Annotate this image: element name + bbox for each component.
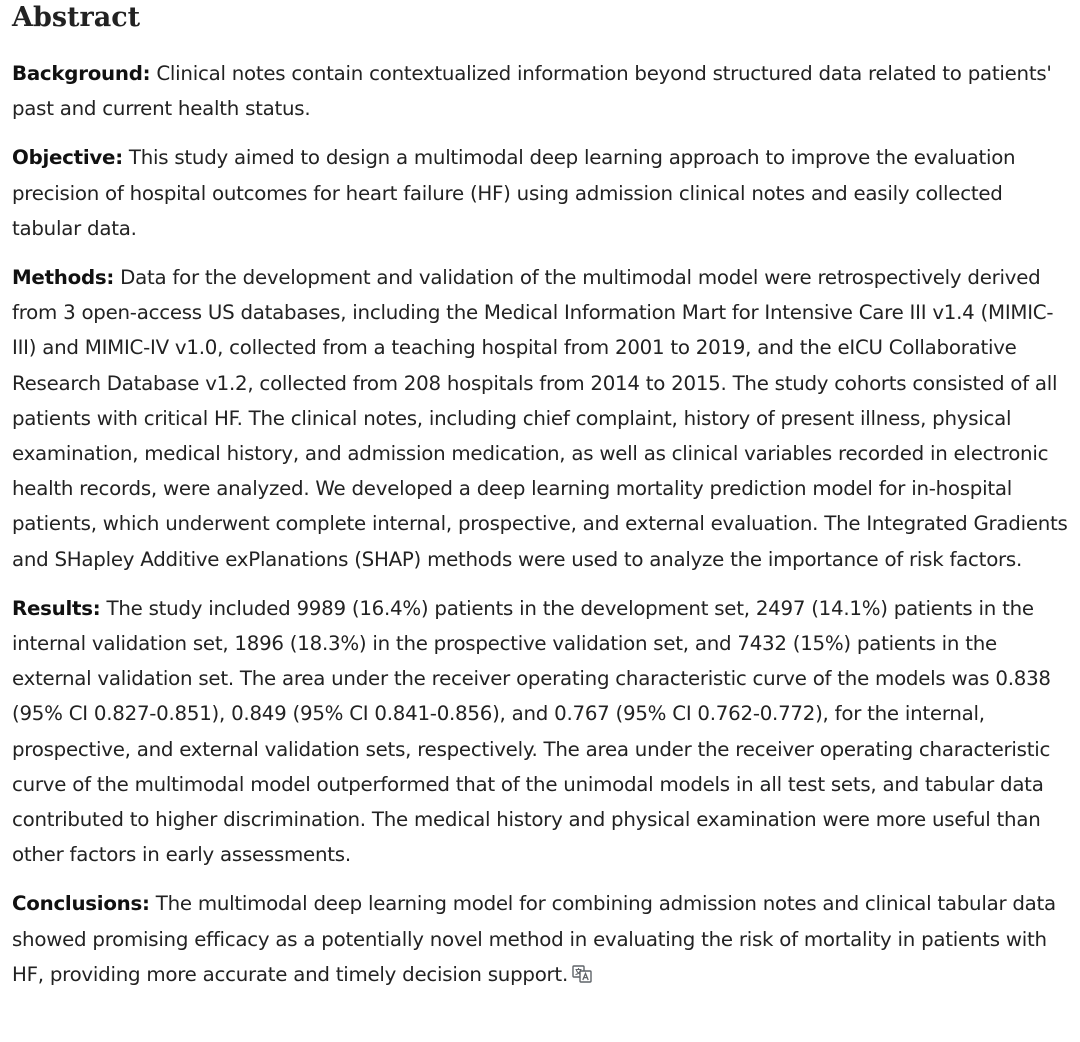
conclusions-text: The multimodal deep learning model for combining admission notes and clinical tabular data showed promising efficacy as a potentially novel method in evaluating the risk of mortality in patients with HF, providing more accurate and timely decision support. [12, 892, 1056, 986]
abstract-conclusions [12, 886, 1070, 992]
abstract-title: Abstract [12, 2, 141, 33]
results-text: The study included 9989 (16.4%) patients in the development set, 2497 (14.1%) patients in the internal validation set, 1896 (18.3%) in the prospective validation set, and 7432 (15%) patients in the external validation set. The area under the receiver operating characteristic curve of the models was 0.838 (95% CI 0.827-0.851), 0.849 (95% CI 0.841-0.856), and 0.767 (95% CI 0.762-0.772), for the internal, prospective, and external validation sets, respectively. The area under the receiver operating characteristic curve of the multimodal model outperformed that of the unimodal models in all test sets, and tabular data contributed to higher discrimination. The medical history and physical examination were more useful than other factors in early assessments. [12, 596, 1051, 867]
conclusions-label: Conclusions: [12, 892, 150, 916]
objective-text: This study aimed to design a multimodal deep learning approach to improve the evaluation precision of hospital outcomes for heart failure (HF) using admission clinical notes and easily collected tabular data. [12, 146, 1016, 240]
objective-label: Objective: [12, 146, 123, 170]
methods-text: Data for the development and validation of the multimodal model were retrospectively derived from 3 open-access US databases, including the Medical Information Mart for Intensive Care III v1.4 (MIMIC-III) and MIMIC-IV v1.0, collected from a teaching hospital from 2001 to 2019, and the eICU Collaborative Research Database v1.2, collected from 208 hospitals from 2014 to 2015. The study cohorts consisted of all patients with critical HF. The clinical notes, including chief complaint, history of present illness, physical examination, medical history, and admission medication, as well as clinical variables recorded in electronic health records, were analyzed. We developed a deep learning mortality prediction model for in-hospital patients, which underwent complete internal, prospective, and external evaluation. The Integrated Gradients and SHapley Additive exPlanations (SHAP) methods were used to analyze the importance of risk factors. [12, 266, 1068, 571]
abstract-results [12, 591, 1070, 873]
background-label: Background: [12, 62, 151, 85]
methods-label: Methods: [12, 266, 115, 290]
abstract-methods [12, 260, 1070, 577]
background-text: Clinical notes contain contextualized information beyond structured data related to patients' past and current health status. [12, 62, 1052, 121]
results-label: Results: [12, 596, 101, 620]
translate-icon[interactable] [572, 959, 592, 977]
abstract-background [12, 56, 1070, 126]
abstract-objective [12, 140, 1070, 246]
abstract [12, 0, 1070, 992]
